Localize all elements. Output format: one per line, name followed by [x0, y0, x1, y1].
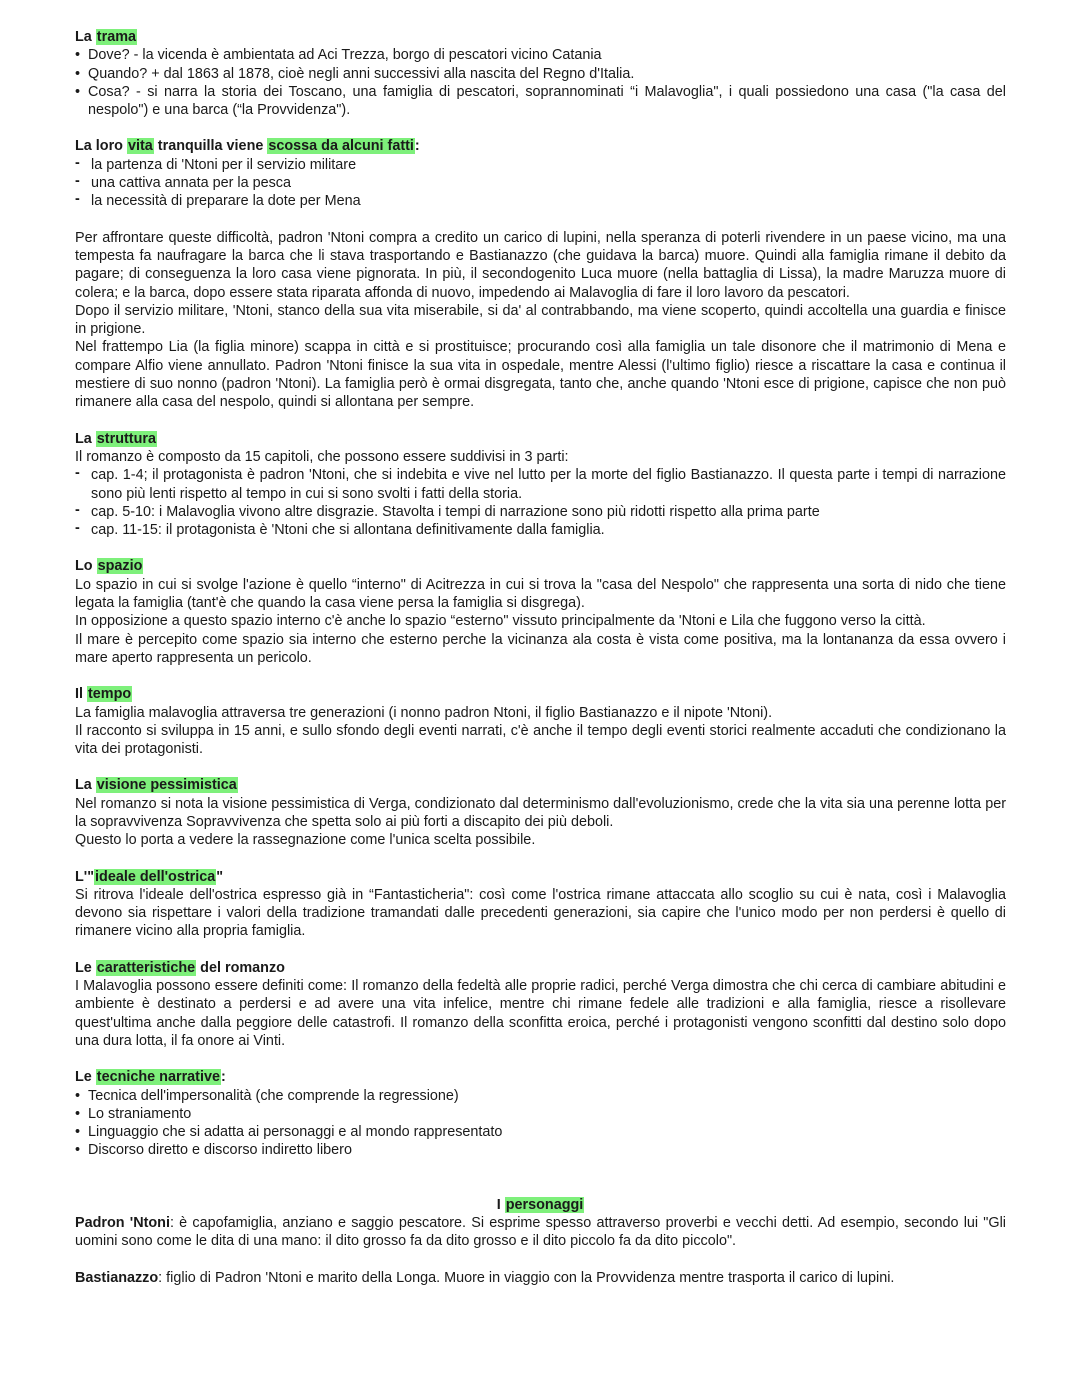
paragraph: Dopo il servizio militare, 'Ntoni, stanco della sua vita miserabile, si da' al contrabbando, ma viene scoperto, quindi accoltella una guardia e finisce in prigione. — [75, 302, 1006, 338]
heading-caratteristiche: Le caratteristiche del romanzo — [75, 959, 285, 976]
highlight: tempo — [88, 686, 132, 703]
list-item: • Discorso diretto e discorso indiretto libero — [75, 1141, 1006, 1159]
tecniche-list — [75, 1087, 1006, 1160]
section-personaggi — [75, 1196, 1006, 1287]
character-name: Bastianazzo — [75, 1269, 159, 1286]
list-item: • Cosa? - si narra la storia dei Toscano, una famiglia di pescatori, soprannominati “i Malavoglia", i quali possiedono una casa ("la casa del nespolo") e una barca (“la Provvidenza"). — [75, 83, 1006, 120]
heading-ostrica: L'"ideale dell'ostrica" — [75, 868, 224, 885]
list-item: • Lo straniamento — [75, 1105, 1006, 1123]
paragraph: Il romanzo è composto da 15 capitoli, che possono essere suddivisi in 3 parti: — [75, 448, 569, 465]
section-caratteristiche — [75, 959, 1006, 1050]
highlight: struttura — [96, 430, 156, 447]
list-item: • Dove? - la vicenda è ambientata ad Aci Trezza, borgo di pescatori vicino Catania — [75, 46, 1006, 64]
paragraph: Nel romanzo si nota la visione pessimistica di Verga, condizionato dal determinismo dall'evoluzionismo, crede che la vita sia una perenne lotta per la sopravvivenza Sopravvivenza che spetta solo ai più forti a discapito dei più deboli. — [75, 795, 1006, 830]
heading-tecniche: Le tecniche narrative: — [75, 1069, 226, 1086]
section-ostrica — [75, 868, 1006, 941]
paragraph: Lo spazio in cui si svolge l'azione è quello “interno" di Acitrezza in cui si trova la "casa del Nespolo" che rappresenta una sorta di nido che tiene legata la famiglia (tant'è che quando la casa viene persa la famiglia si disgrega). — [75, 576, 1006, 612]
heading-tempo: Il tempo — [75, 686, 132, 703]
highlight: visione pessimistica — [96, 777, 237, 794]
paragraph: Si ritrova l'ideale dell'ostrica espresso già in “Fantasticheria": così come l'ostrica rimane attaccata allo scoglio su cui è nata, così i Malavoglia devono sia rispettare i valori della tradizione tramandati dalle precedenti generazioni, sia capire che l'unico modo per non perdersi è quello di rimanere vicino alla propria famiglia. — [75, 886, 1006, 940]
highlight: trama — [96, 29, 136, 45]
character-name: Padron 'Ntoni — [75, 1215, 170, 1232]
list-item: - cap. 5-10: i Malavoglia vivono altre disgrazie. Stavolta i tempi di narrazione sono più ridotti rispetto alla prima parte — [75, 503, 1006, 521]
list-item: - la necessità di preparare la dote per Mena — [75, 192, 1006, 210]
list-item: • Quando? + dal 1863 al 1878, cioè negli anni successivi alla nascita del Regno d'Italia. — [75, 65, 1006, 83]
section-spazio — [75, 557, 1006, 667]
highlight: vita — [127, 138, 153, 155]
paragraph: La famiglia malavoglia attraversa tre generazioni (i nonno padron Ntoni, il figlio Bastianazzo e il nipote 'Ntoni). — [75, 704, 773, 721]
paragraph: I Malavoglia possono essere definiti come: Il romanzo della fedeltà alle proprie radici, perché Verga dimostra che chi cerca di cambiare abitudini e ambiente è destinato a perdersi e ad avere una vita infelice, mentre chi rimane fedele alle tradizioni e alla famiglia, riesce a risollevare quest'ultima anche dalla peggiore delle catastrofi. Il romanzo della sconfitta eroica, perché i protagonisti vengono sconfitti dal destino solo dopo una dura lotta, il fa onore ai Vinti. — [75, 978, 1006, 1049]
list-item: • Tecnica dell'impersonalità (che comprende la regressione) — [75, 1087, 1006, 1105]
trama-list — [75, 46, 1006, 119]
highlight: personaggi — [505, 1196, 584, 1213]
heading-trama: La trama — [75, 29, 136, 45]
list-item: - la partenza di 'Ntoni per il servizio militare — [75, 156, 1006, 174]
section-fatti — [75, 137, 1006, 411]
list-item: - cap. 1-4; il protagonista è padron 'Ntoni, che si indebita e vive nel lutto per la morte del figlio Bastianazzo. Il questa parte i tempi di narrazione sono più lenti rispetto al tempo in cui si sono svolti i fatti della storia. — [75, 466, 1006, 503]
heading-visione: La visione pessimistica — [75, 777, 237, 794]
highlight: ideale dell'ostrica — [95, 868, 216, 885]
highlight: caratteristiche — [96, 959, 196, 976]
paragraph: Per affrontare queste difficoltà, padron 'Ntoni compra a credito un carico di lupini, nella speranza di poterli rivendere in un paese vicino, ma una tempesta fa naufragare la barca che li stava trasportando e Bastianazzo (che guidava la barca) muore. Quindi alla famiglia rimane il debito da pagare; di conseguenza la loro casa viene pignorata. In più, il secondogenito Luca muore (nella battaglia di Lissa), la madre Maruzza muore di colera; e la barca, dopo essere stata riparata affonda di nuovo, impedendo ai Malavoglia di fare il loro lavoro da pescatori. — [75, 229, 1006, 301]
highlight: spazio — [97, 558, 143, 575]
section-trama — [75, 28, 1006, 119]
paragraph: Questo lo porta a vedere la rassegnazione come l'unica scelta possibile. — [75, 832, 536, 849]
highlight: scossa da alcuni fatti — [268, 138, 414, 155]
paragraph: In opposizione a questo spazio interno c'è anche lo spazio “esterno" vissuto principalmente da 'Ntoni e Lila che fuggono verso la città. — [75, 613, 926, 630]
document-page — [75, 28, 1006, 1305]
highlight: tecniche narrative — [96, 1069, 220, 1086]
list-item: - una cattiva annata per la pesca — [75, 174, 1006, 192]
paragraph: Nel frattempo Lia (la figlia minore) scappa in città e si prostituisce; procurando così alla famiglia un tale disonore che il matrimonio di Mena e compare Alfio viene annullato. Padron 'Ntoni finisce la sua vita in ospedale, mentre Alessi (l'ultimo figlio) riesce a riscattare la casa e continua il mestiere di suo nonno (padron 'Ntoni). La famiglia però è ormai disgregata, tanto che, anche quando 'Ntoni esce di prigione, capisce che non può rimanere alla casa del nespolo, quindi si allontana per sempre. — [75, 339, 1006, 411]
section-visione — [75, 776, 1006, 849]
struttura-list — [75, 466, 1006, 539]
paragraph: Il racconto si sviluppa in 15 anni, e sullo sfondo degli eventi narrati, c'è anche il tempo degli eventi storici realmente accaduti che condizionano la vita dei protagonisti. — [75, 722, 1006, 758]
heading-personaggi: I personaggi — [496, 1196, 584, 1213]
heading-fatti: La loro vita tranquilla viene scossa da alcuni fatti: — [75, 138, 420, 155]
heading-struttura: La struttura — [75, 430, 156, 447]
fatti-list — [75, 156, 1006, 211]
paragraph: Il mare è percepito come spazio sia interno che esterno perche la vicinanza ala costa è vista come positiva, ma la lontananza da essa ovvero i mare aperto rappresenta un pericolo. — [75, 631, 1006, 666]
section-struttura — [75, 430, 1006, 540]
section-tecniche — [75, 1068, 1006, 1159]
list-item: • Linguaggio che si adatta ai personaggi e al mondo rappresentato — [75, 1123, 1006, 1141]
character-padron-ntoni: Padron 'Ntoni: è capofamiglia, anziano e saggio pescatore. Si esprime spesso attraverso proverbi e vecchi detti. Ad esempio, secondo lui "Gli uomini sono come le dita di una mano: il dito grosso fa da dito grosso e il dito piccolo fa da dito piccolo". — [75, 1215, 1006, 1250]
section-tempo — [75, 685, 1006, 758]
list-item: - cap. 11-15: il protagonista è 'Ntoni che si allontana definitivamente dalla famiglia. — [75, 521, 1006, 539]
character-bastianazzo: Bastianazzo: figlio di Padron 'Ntoni e marito della Longa. Muore in viaggio con la Provvidenza mentre trasporta il carico di lupini. — [75, 1269, 895, 1286]
heading-spazio: Lo spazio — [75, 558, 143, 575]
